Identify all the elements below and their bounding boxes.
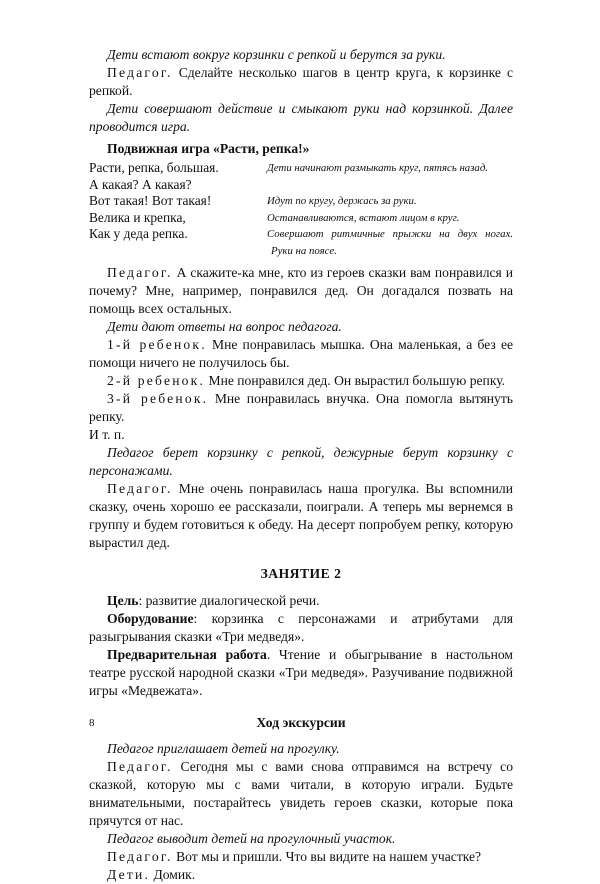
dialogue-text: Сделайте несколько шагов в центр круга, к корзинке с репкой. bbox=[89, 65, 513, 98]
dialogue-line bbox=[89, 848, 513, 866]
song-action: Останавливаются, встают лицом в круг. bbox=[267, 211, 460, 224]
dialogue-text: А скажите-ка мне, кто из героев сказки вам понравился и почему? Мне, например, понравился дед. Он догадался позвать на помощь всех остальных. bbox=[89, 264, 513, 316]
song-line: Велика и крепка, bbox=[89, 209, 186, 225]
speaker-label: 3-й ребенок. bbox=[107, 390, 209, 406]
stage-direction: Дети совершают действие и смыкают руки над корзинкой. Далее проводится игра. bbox=[89, 101, 513, 134]
preparation-label: Предварительная работа bbox=[107, 646, 267, 662]
dialogue-text: Мне очень понравилась наша прогулка. Вы вспомнили сказку, очень хорошо ее рассказали, поиграли. А теперь мы вернемся в группу и будем готовиться к обеду. На десерт попробуем репку, которую вырастил дед. bbox=[89, 480, 513, 550]
song-lyrics bbox=[89, 160, 267, 260]
excursion-heading: Ход экскурсии bbox=[256, 714, 346, 730]
song-line: Вот такая! Вот такая! bbox=[89, 193, 212, 209]
game-title: Подвижная игра «Расти, репка!» bbox=[107, 141, 310, 156]
dialogue-line bbox=[89, 264, 513, 318]
song-action: Руки на поясе. bbox=[271, 244, 337, 257]
goal-label: Цель bbox=[107, 592, 139, 608]
speaker-label: Педагог. bbox=[107, 65, 173, 80]
dialogue-line bbox=[89, 336, 513, 372]
song-action bbox=[267, 177, 513, 194]
stage-direction: Педагог приглашает детей на прогулку. bbox=[107, 740, 340, 756]
equipment-line bbox=[89, 610, 513, 646]
song-action: Дети начинают размыкать круг, пятясь назад. bbox=[267, 162, 488, 174]
equipment-text: : корзинка с персонажами и атрибутами для разыгрывания сказки «Три медведя». bbox=[89, 610, 513, 644]
speaker-label: 2-й ребенок. bbox=[107, 372, 206, 388]
speaker-label: Педагог. bbox=[107, 480, 173, 496]
dialogue-text: Мне понравилась мышка. Она маленькая, а без ее помощи ничего не получилось бы. bbox=[89, 336, 514, 370]
goal-line bbox=[89, 592, 513, 610]
stage-direction: Педагог берет корзинку с репкой, дежурные берут корзинку с персонажами. bbox=[89, 444, 513, 478]
dialogue-line bbox=[89, 480, 513, 552]
song-line: А какая? А какая? bbox=[89, 176, 192, 192]
dialogue-line bbox=[89, 372, 513, 390]
dialogue-text: Вот мы и пришли. Что вы видите на нашем участке? bbox=[172, 848, 482, 864]
dialogue-line bbox=[89, 758, 513, 830]
dialogue-line bbox=[89, 390, 513, 426]
preparation-line bbox=[89, 646, 513, 700]
dialogue-line bbox=[89, 866, 513, 884]
equipment-label: Оборудование bbox=[107, 610, 194, 626]
speaker-label: Педагог. bbox=[107, 758, 173, 774]
speaker-label: 1-й ребенок. bbox=[107, 336, 207, 352]
stage-direction: Дети встают вокруг корзинки с репкой и берутся за руки. bbox=[107, 47, 446, 62]
lesson-heading: ЗАНЯТИЕ 2 bbox=[260, 565, 342, 581]
page-number: 8 bbox=[89, 717, 95, 729]
speaker-label: Педагог. bbox=[107, 848, 173, 864]
dialogue-text: Мне понравилась внучка. Она помогла вытянуть репку. bbox=[89, 390, 513, 424]
speaker-label: Педагог. bbox=[107, 264, 173, 280]
speaker-label: Дети. bbox=[107, 866, 151, 882]
song-line: Как у деда репка. bbox=[89, 226, 188, 242]
page-content bbox=[89, 46, 513, 884]
dialogue-text: Домик. bbox=[150, 866, 196, 882]
dialogue-text: Мне понравился дед. Он вырастил большую репку. bbox=[205, 372, 506, 388]
etc-line: И т. п. bbox=[89, 426, 125, 442]
dialogue-text: Сегодня мы с вами снова отправимся на встречу со сказкой, которую мы с вами читали, в которую играли. Будьте внимательными, постарайтесь увидеть героев сказки, которые пока прячутся от нас. bbox=[89, 758, 513, 828]
song-block bbox=[89, 160, 513, 260]
song-line: Расти, репка, большая. bbox=[89, 160, 219, 175]
song-action: Идут по кругу, держась за руки. bbox=[267, 195, 417, 208]
stage-direction: Педагог выводит детей на прогулочный участок. bbox=[107, 830, 396, 846]
preparation-text: . Чтение и обыгрывание в настольном театре русской народной сказки «Три медведя». Разучивание подвижной игры «Медвежата». bbox=[89, 646, 513, 698]
stage-direction: Дети дают ответы на вопрос педагога. bbox=[107, 318, 342, 334]
goal-text: : развитие диалогической речи. bbox=[138, 592, 320, 608]
song-action: Совершают ритмичные прыжки на двух ногах. bbox=[267, 228, 513, 241]
dialogue-line bbox=[89, 64, 513, 100]
song-actions bbox=[267, 160, 513, 260]
